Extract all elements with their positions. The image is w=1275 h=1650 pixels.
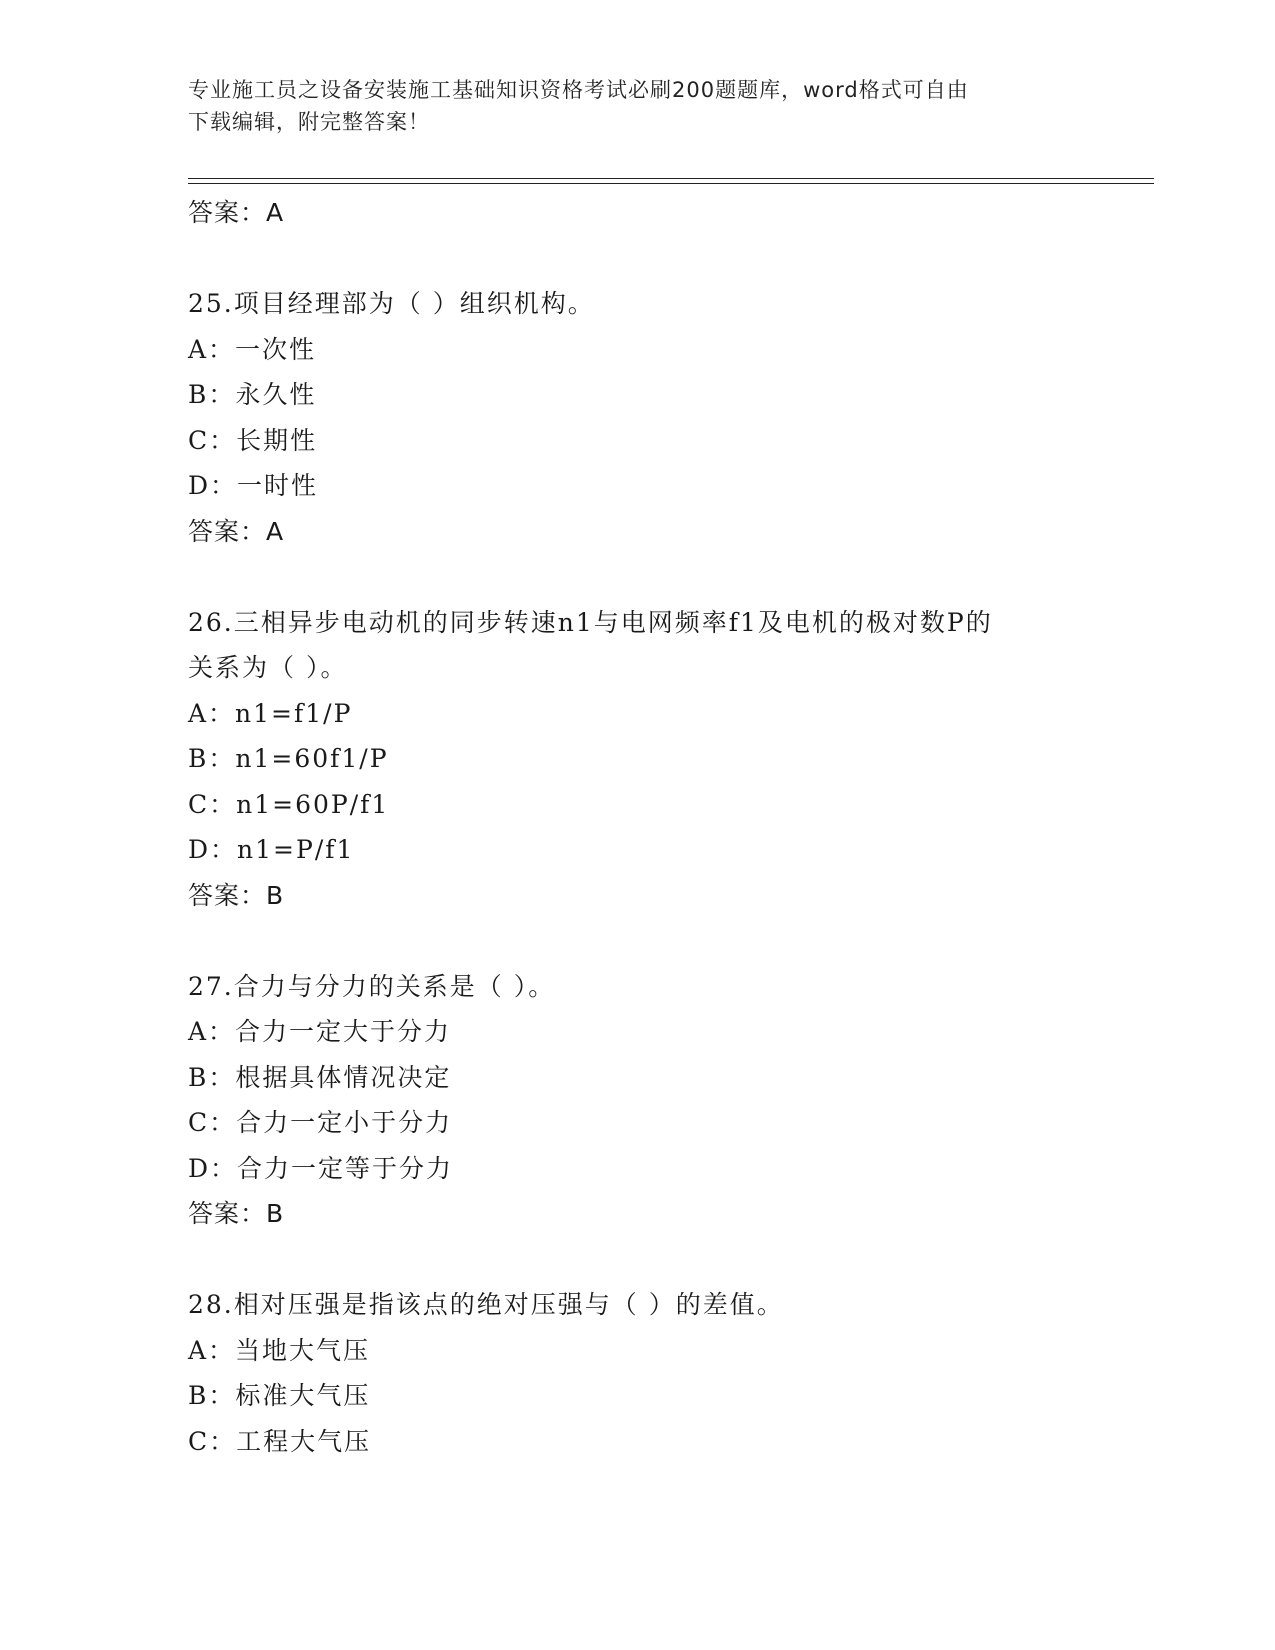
answer-label: 答案：B <box>188 1199 285 1228</box>
option-d: D：n1=P/f1 <box>188 835 355 864</box>
option-b: B：永久性 <box>188 380 317 409</box>
option-a: A：n1=f1/P <box>188 698 353 728</box>
option-c: C：工程大气压 <box>188 1426 372 1456</box>
question-stem: 27.合力与分力的关系是（ ）。 <box>188 971 556 1001</box>
answer-label: 答案：B <box>188 880 285 910</box>
option-b: B：根据具体情况决定 <box>188 1062 452 1092</box>
question-stem-continued: 关系为（ ）。 <box>188 653 348 682</box>
spacer <box>188 918 1154 964</box>
spacer <box>188 236 1154 282</box>
spacer <box>188 554 1154 600</box>
question-block <box>188 281 1154 554</box>
question-block <box>188 1282 1154 1464</box>
spacer <box>188 1237 1154 1283</box>
question-stem: 25.项目经理部为（ ）组织机构。 <box>188 289 595 318</box>
option-b: B：n1=60f1/P <box>188 744 389 773</box>
option-a: A：一次性 <box>188 334 317 364</box>
option-a: A：当地大气压 <box>188 1335 371 1365</box>
option-c: C：合力一定小于分力 <box>188 1108 453 1137</box>
option-b: B：标准大气压 <box>188 1381 371 1410</box>
header-line-1: 专业施工员之设备安装施工基础知识资格考试必刷200题题库，word格式可自由 <box>188 78 969 102</box>
question-stem: 26.三相异步电动机的同步转速n1与电网频率f1及电机的极对数P的 <box>188 607 993 637</box>
question-list <box>188 190 1154 1464</box>
document-header <box>188 74 1088 138</box>
question-block <box>188 964 1154 1237</box>
header-divider-bottom <box>188 183 1154 184</box>
option-d: D：一时性 <box>188 471 319 500</box>
header-line-2: 下载编辑，附完整答案！ <box>188 110 430 134</box>
option-d: D：合力一定等于分力 <box>188 1153 454 1183</box>
option-c: C：n1=60P/f1 <box>188 789 390 819</box>
question-block <box>188 600 1154 919</box>
header-divider-top <box>188 178 1154 179</box>
answer-label: 答案：A <box>188 198 285 227</box>
option-c: C：长期性 <box>188 425 318 455</box>
question-stem: 28.相对压强是指该点的绝对压强与（ ）的差值。 <box>188 1290 784 1319</box>
answer-label: 答案：A <box>188 516 285 546</box>
option-a: A：合力一定大于分力 <box>188 1017 452 1046</box>
